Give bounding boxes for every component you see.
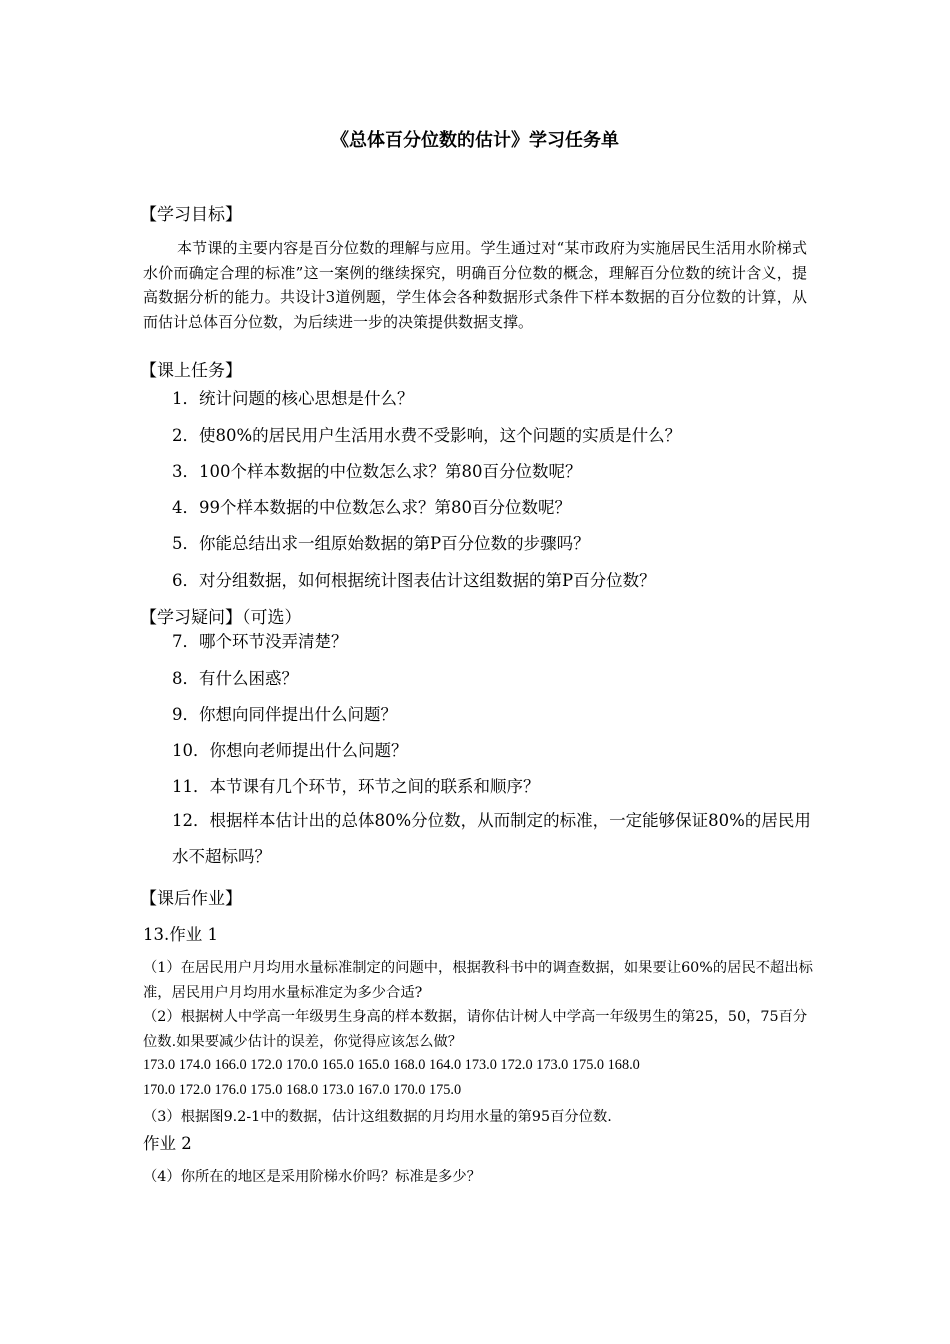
homework-problem-3: （3）根据图9.2-1中的数据，估计这组数据的月均用水量的第95百分位数. [143, 1109, 612, 1125]
homework-1-label: 13.作业 1 [143, 925, 218, 944]
question-item-10: 10．你想向老师提出什么问题？ [172, 741, 408, 760]
task-item-3: 3．100个样本数据的中位数怎么求？第80百分位数呢？ [172, 462, 582, 481]
homework-problem-1: （1）在居民用户月均用水量标准制定的问题中，根据教科书中的调查数据，如果要让60%的居民不超出标准，居民用户月均用水量标准定为多少合适? [143, 960, 813, 1001]
task-item-1: 1．统计问题的核心思想是什么？ [172, 389, 414, 408]
height-data-row-1: 173.0 174.0 166.0 172.0 170.0 165.0 165.0 168.0 164.0 173.0 172.0 173.0 175.0 168.0 [143, 1057, 640, 1073]
section-heading-questions: 【学习疑问】（可选） [140, 608, 302, 628]
task-item-5: 5．你能总结出求一组原始数据的第P百分位数的步骤吗？ [172, 534, 590, 553]
height-data-row-2: 170.0 172.0 176.0 175.0 168.0 173.0 167.0 170.0 175.0 [143, 1082, 462, 1098]
goals-paragraph: 本节课的主要内容是百分位数的理解与应用。学生通过对“某市政府为实施居民生活用水阶梯式水价而确定合理的标准”这一案例的继续探究，明确百分位数的概念，理解百分位数的统计含义，提高数据分析的能力。共设计3道例题，学生体会各种数据形式条件下样本数据的百分位数的计算，从而估计总体百分位数，为后续进一步的决策提供数据支撑。 [143, 239, 807, 331]
homework-2-label: 作业 2 [143, 1134, 192, 1153]
section-heading-homework: 【课后作业】 [140, 889, 242, 909]
question-item-12: 12．根据样本估计出的总体80%分位数，从而制定的标准，一定能够保证80%的居民用水不超标吗？ [172, 811, 811, 866]
question-item-8: 8．有什么困惑？ [172, 669, 298, 688]
task-item-4: 4．99个样本数据的中位数怎么求？第80百分位数呢？ [172, 498, 571, 517]
question-item-9: 9．你想向同伴提出什么问题？ [172, 705, 397, 724]
document-title: 《总体百分位数的估计》学习任务单 [331, 130, 619, 151]
question-item-11: 11．本节课有几个环节，环节之间的联系和顺序？ [172, 777, 540, 796]
section-heading-goals: 【学习目标】 [140, 205, 242, 225]
section-heading-class-tasks: 【课上任务】 [140, 361, 242, 381]
homework-problem-2: （2）根据树人中学高一年级男生身高的样本数据，请你估计树人中学高一年级男生的第25，50，75百分位数.如果要减少估计的误差，你觉得应该怎么做？ [143, 1009, 808, 1050]
question-item-7: 7．哪个环节没弄清楚？ [172, 632, 348, 651]
task-item-6: 6．对分组数据，如何根据统计图表估计这组数据的第P百分位数？ [172, 571, 656, 590]
homework-problem-4: （4）你所在的地区是采用阶梯水价吗？标准是多少？ [143, 1169, 481, 1185]
task-item-2: 2．使80%的居民用户生活用水费不受影响，这个问题的实质是什么？ [172, 426, 682, 445]
